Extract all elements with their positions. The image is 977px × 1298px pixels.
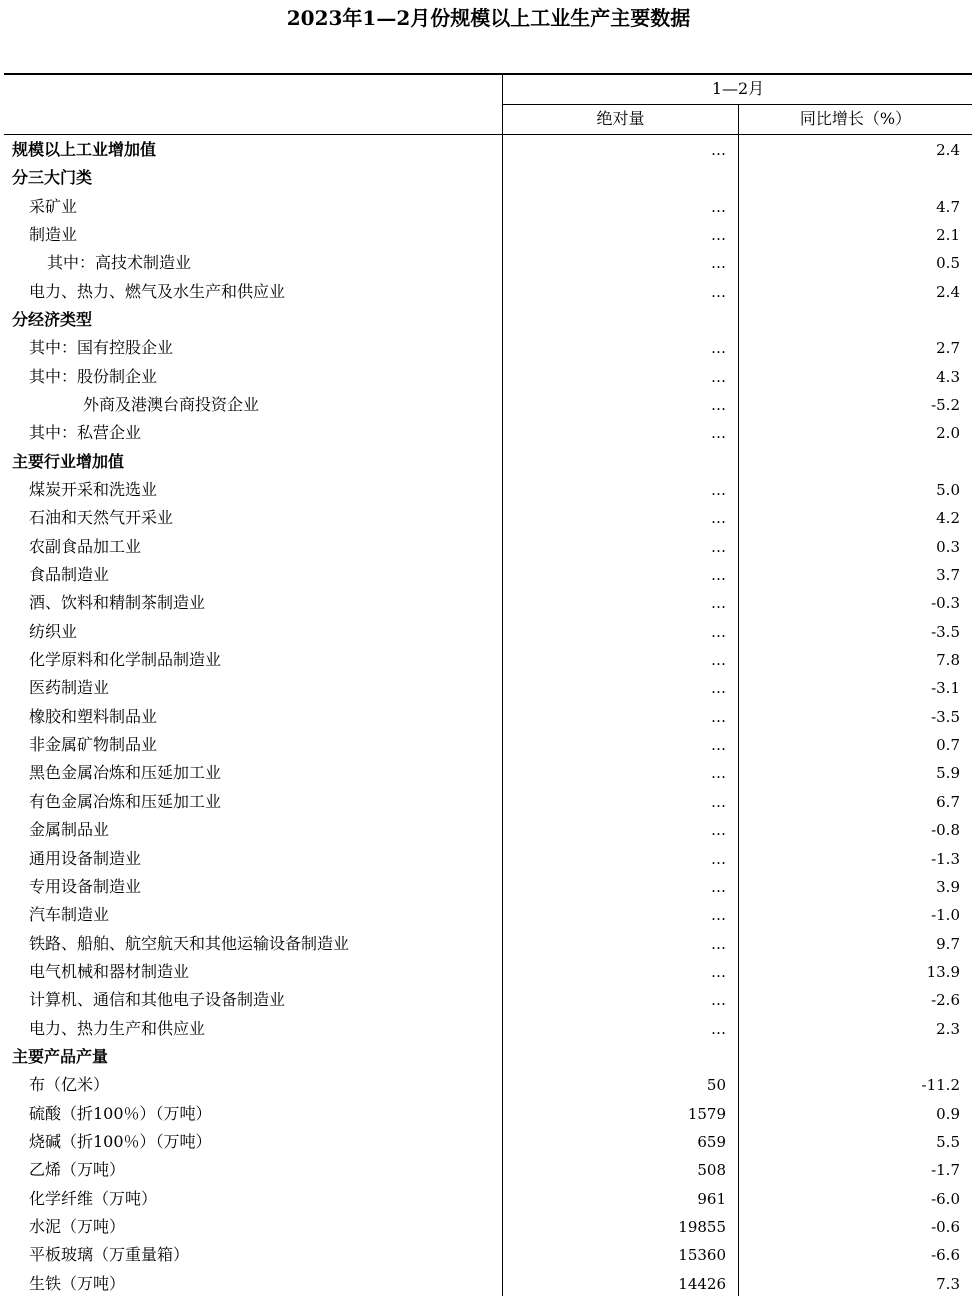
row-label: 铁路、船舶、航空航天和其他运输设备制造业 [29,933,350,953]
table-top-rule [4,73,972,75]
absolute-value-cell [504,448,726,476]
yoy-growth-cell: 7.8 [936,651,960,670]
absolute-value-cell: … [711,736,726,755]
absolute-value-cell: 50 [706,1076,726,1095]
row-label: 非金属矿物制品业 [29,735,158,755]
table-row [0,703,977,731]
absolute-value-cell: 961 [697,1189,726,1208]
table-row [0,164,977,192]
table-row [0,334,977,362]
absolute-value-cell: 508 [697,1161,726,1180]
yoy-growth-cell [740,1043,960,1071]
table-row [0,1015,977,1043]
row-label: 化学纤维（万吨） [29,1188,158,1208]
row-label: 汽车制造业 [29,905,110,925]
table-row [0,1213,977,1241]
yoy-growth-cell [740,448,960,476]
row-label: 制造业 [29,225,78,245]
table-row [0,589,977,617]
absolute-value-cell: 14426 [678,1274,726,1293]
table-row [0,873,977,901]
table-row [0,561,977,589]
absolute-value-cell: … [711,707,726,726]
yoy-growth-cell: 13.9 [926,962,960,981]
section-heading: 主要行业增加值 [12,451,125,471]
yoy-growth-cell: 2.4 [936,141,960,159]
yoy-growth-cell: 6.7 [936,792,960,811]
row-label: 橡胶和塑料制品业 [29,706,158,726]
yoy-growth-cell: 0.7 [936,736,960,755]
row-label: 其中：私营企业 [29,423,142,443]
yoy-growth-cell: 0.3 [936,537,960,556]
absolute-value-cell: … [711,197,726,216]
table-row [0,1156,977,1184]
page-title: 2023年1—2月份规模以上工业生产主要数据 [286,6,691,30]
row-label: 烧碱（折100％）（万吨） [29,1131,212,1151]
table-row [0,278,977,306]
row-label: 布（亿米） [29,1075,110,1095]
row-label: 金属制品业 [29,820,110,840]
absolute-value-cell: 1579 [687,1104,726,1123]
row-label: 计算机、通信和其他电子设备制造业 [29,990,286,1010]
yoy-growth-cell: 5.9 [936,764,960,783]
row-label: 硫酸（折100％）（万吨） [29,1103,212,1123]
row-label: 煤炭开采和洗选业 [29,480,158,500]
yoy-growth-cell: -6.0 [931,1189,960,1208]
absolute-value-cell: … [711,962,726,981]
absolute-value-cell: … [711,254,726,273]
table-row [0,618,977,646]
header-bottom-rule [4,134,972,135]
absolute-value-cell: … [711,282,726,301]
absolute-value-cell: … [711,622,726,641]
table-row [0,1270,977,1298]
table-row [0,476,977,504]
table-row [0,845,977,873]
absolute-value-cell: … [711,509,726,528]
table-row [0,930,977,958]
yoy-growth-cell: 4.3 [936,367,960,386]
absolute-value-cell: … [711,396,726,415]
table-row [0,674,977,702]
yoy-growth-cell: 5.5 [936,1132,960,1151]
row-label: 平板玻璃（万重量箱） [29,1245,190,1265]
table-row [0,249,977,277]
absolute-value-cell: … [711,764,726,783]
row-label: 水泥（万吨） [29,1216,126,1236]
row-label: 专用设备制造业 [29,876,142,896]
table-row [0,1100,977,1128]
absolute-value-cell: 659 [697,1132,726,1151]
table-row [0,221,977,249]
table-row [0,504,977,532]
yoy-growth-cell: -1.3 [931,849,960,868]
yoy-growth-cell: -1.7 [931,1161,960,1180]
yoy-growth-cell [740,306,960,334]
row-label: 酒、饮料和精制茶制造业 [29,593,206,613]
absolute-value-cell [504,164,726,192]
yoy-growth-cell: -1.0 [931,906,960,925]
yoy-growth-cell: 0.9 [936,1104,960,1123]
absolute-value-cell: 19855 [678,1217,726,1236]
yoy-growth-cell: -0.3 [931,594,960,613]
yoy-growth-cell: 0.5 [936,254,960,273]
section-heading: 分三大门类 [12,168,93,188]
absolute-value-cell: … [711,821,726,840]
absolute-value-cell: … [711,339,726,358]
table-row [0,986,977,1014]
absolute-value-cell: … [711,594,726,613]
row-label: 通用设备制造业 [29,848,142,868]
section-heading: 主要产品产量 [12,1046,109,1066]
yoy-growth-cell: -11.2 [921,1076,960,1095]
yoy-growth-cell: 3.7 [936,566,960,585]
row-label: 化学原料和化学制品制造业 [29,650,222,670]
yoy-growth-cell: -0.6 [931,1217,960,1236]
yoy-growth-cell: 2.3 [936,1019,960,1038]
table-row [0,1185,977,1213]
absolute-value-cell: … [711,424,726,443]
yoy-growth-cell: -0.8 [931,821,960,840]
table-row [0,136,977,164]
absolute-value-cell: … [711,906,726,925]
absolute-value-cell: … [711,566,726,585]
absolute-value-cell: … [711,1019,726,1038]
row-label: 其中：高技术制造业 [47,253,192,273]
absolute-value-cell: … [711,792,726,811]
header-sub-rule [502,104,972,105]
yoy-growth-cell: -3.5 [931,622,960,641]
yoy-growth-cell: -3.1 [931,679,960,698]
yoy-growth-cell: 9.7 [936,934,960,953]
row-label: 电气机械和器材制造业 [29,961,190,981]
row-label: 食品制造业 [29,565,110,585]
table-row [0,1241,977,1269]
row-label: 纺织业 [29,621,78,641]
table-row [0,646,977,674]
absolute-value-cell: … [711,481,726,500]
absolute-value-cell: … [711,934,726,953]
yoy-growth-cell: 5.0 [936,481,960,500]
table-row [0,731,977,759]
row-label: 电力、热力生产和供应业 [29,1018,206,1038]
absolute-value-cell: … [711,226,726,245]
row-label: 黑色金属冶炼和压延加工业 [29,763,222,783]
absolute-value-cell: … [711,991,726,1010]
yoy-growth-cell: 4.7 [936,197,960,216]
row-label: 其中：股份制企业 [29,366,158,386]
yoy-growth-cell: -5.2 [931,396,960,415]
table-row [0,788,977,816]
absolute-value-cell: … [711,877,726,896]
table-row [0,419,977,447]
table-row [0,533,977,561]
table-row [0,816,977,844]
absolute-value-cell: 15360 [678,1246,726,1265]
table-row [0,1071,977,1099]
row-label: 有色金属冶炼和压延加工业 [29,791,222,811]
yoy-growth-cell: 3.9 [936,877,960,896]
row-label: 生铁（万吨） [29,1273,126,1293]
row-label: 采矿业 [29,196,78,216]
table-row [0,306,977,334]
absolute-value-cell [504,306,726,334]
yoy-growth-cell: 2.7 [936,339,960,358]
table-row [0,958,977,986]
row-label: 农副食品加工业 [29,536,142,556]
period-header: 1—2月 [711,79,765,98]
yoy-growth-cell: -2.6 [931,991,960,1010]
row-label: 外商及港澳台商投资企业 [83,395,260,415]
absolute-value-cell: … [711,141,726,159]
yoy-growth-cell: 7.3 [936,1274,960,1293]
table-row [0,1128,977,1156]
table-row [0,363,977,391]
yoy-growth-header: 同比增长（%） [799,109,912,128]
row-label: 石油和天然气开采业 [29,508,174,528]
absolute-value-cell: … [711,679,726,698]
yoy-growth-cell: -6.6 [931,1246,960,1265]
absolute-value-cell: … [711,849,726,868]
absolute-value-cell: … [711,537,726,556]
yoy-growth-cell: 2.0 [936,424,960,443]
row-label: 乙烯（万吨） [29,1160,126,1180]
table-row [0,759,977,787]
absolute-value-cell [504,1043,726,1071]
yoy-growth-cell: 2.1 [936,226,960,245]
yoy-growth-cell: 4.2 [936,509,960,528]
table-row [0,1043,977,1071]
yoy-growth-cell: -3.5 [931,707,960,726]
row-label: 其中：国有控股企业 [29,338,174,358]
absolute-value-header: 绝对量 [596,109,645,128]
yoy-growth-cell [740,164,960,192]
absolute-value-cell: … [711,651,726,670]
table-row [0,901,977,929]
section-heading: 规模以上工业增加值 [12,140,157,159]
row-label: 电力、热力、燃气及水生产和供应业 [29,281,286,301]
yoy-growth-cell: 2.4 [936,282,960,301]
table-row [0,448,977,476]
row-label: 医药制造业 [29,678,110,698]
table-row [0,391,977,419]
table-row [0,193,977,221]
section-heading: 分经济类型 [12,310,93,330]
absolute-value-cell: … [711,367,726,386]
